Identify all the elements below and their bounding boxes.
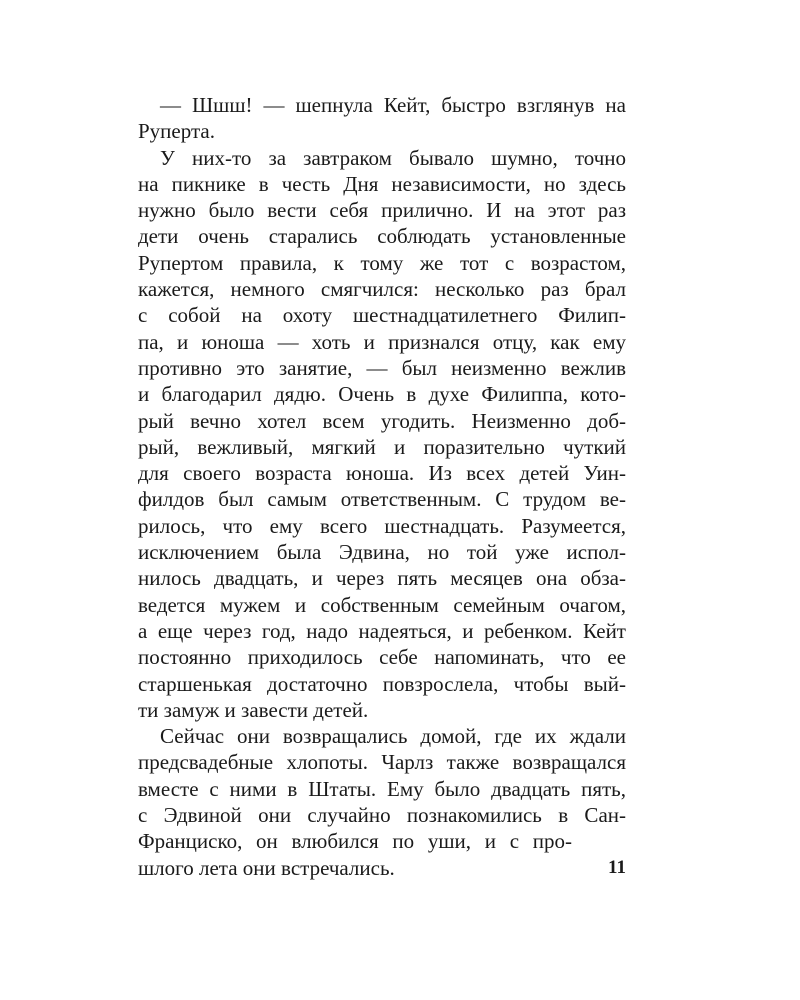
text-line: противно это занятие, — был неизменно вежлив [138, 355, 626, 380]
text-line: с собой на охоту шестнадцатилетнего Филип- [138, 303, 626, 328]
text-line: шлого лета они встречались. [138, 855, 395, 880]
text-line: на пикнике в честь Дня независимости, но здесь [138, 171, 626, 196]
page-number: 11 [608, 857, 626, 878]
text-line: вместе с ними в Штаты. Ему было двадцать пять, [138, 776, 626, 801]
text-line: ти замуж и завести детей. [138, 697, 369, 722]
text-line: и благодарил дядю. Очень в духе Филиппа, кото- [138, 382, 626, 407]
text-line: Сейчас они возвращались домой, где их ждали [160, 724, 626, 749]
text-line: У них-то за завтраком бывало шумно, точно [160, 145, 626, 170]
text-line: рый, вежливый, мягкий и поразительно чуткий [138, 434, 626, 459]
text-line: для своего возраста юноша. Из всех детей Уин- [138, 461, 626, 486]
text-line: Франциско, он влюбился по уши, и с про- [138, 829, 572, 854]
text-line: Рупертом правила, к тому же тот с возрастом, [138, 250, 626, 275]
text-line: нилось двадцать, и через пять месяцев она обза- [138, 566, 626, 591]
text-line: кажется, немного смягчился: несколько раз брал [138, 277, 626, 302]
text-line: старшенькая достаточно повзрослела, чтобы вый- [138, 671, 626, 696]
text-line: нужно было вести себя прилично. И на этот раз [138, 198, 626, 223]
text-line: предсвадебные хлопоты. Чарлз также возвращался [138, 750, 626, 775]
text-line: ведется мужем и собственным семейным очагом, [138, 592, 626, 617]
text-line: па, и юноша — хоть и признался отцу, как ему [138, 329, 626, 354]
text-line: а еще через год, надо надеяться, и ребенком. Кейт [138, 618, 626, 643]
text-line: филдов был самым ответственным. С трудом ве- [138, 487, 626, 512]
text-line: постоянно приходилось себе напоминать, что ее [138, 645, 626, 670]
text-line: Руперта. [138, 119, 215, 144]
text-line: рилось, что ему всего шестнадцать. Разумеется, [138, 513, 626, 538]
text-line: исключением была Эдвина, но той уже испол- [138, 540, 626, 565]
text-line: рый вечно хотел всем угодить. Неизменно доб- [138, 408, 626, 433]
page-text [138, 92, 626, 881]
text-line: дети очень старались соблюдать установленные [138, 224, 626, 249]
text-line: — Шшш! — шепнула Кейт, быстро взглянув на [160, 93, 626, 117]
text-line: с Эдвиной они случайно познакомились в Сан- [138, 803, 626, 828]
